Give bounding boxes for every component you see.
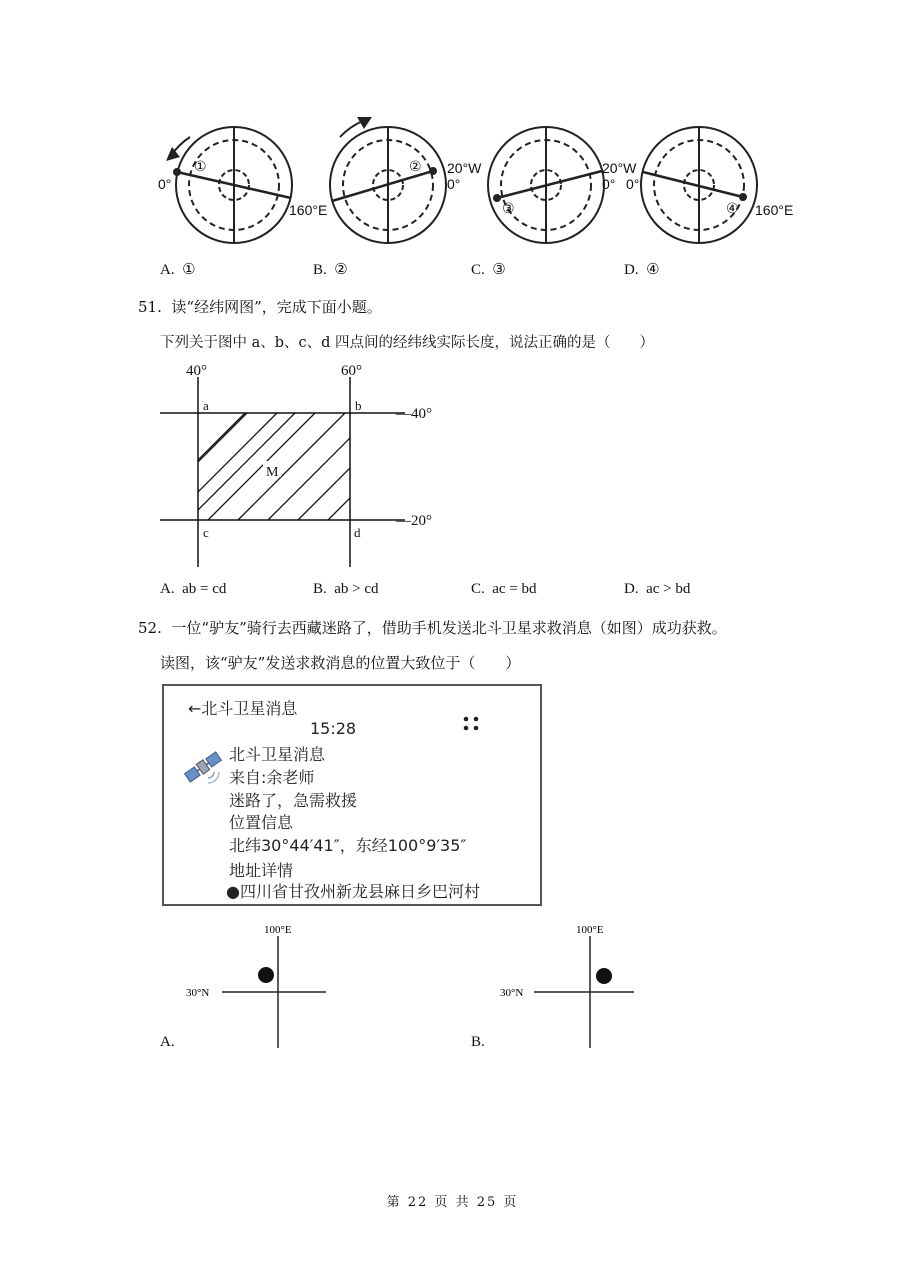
option-letter: D. (624, 262, 639, 278)
q51-option-b[interactable] (313, 581, 379, 598)
q52-option-b[interactable]: B. (471, 1034, 485, 1050)
location-label: 位置信息 (229, 813, 294, 832)
option-text: ③ (492, 262, 506, 278)
d4-left: 0° (626, 176, 640, 192)
option-letter: B. (313, 262, 327, 278)
q50-option-a[interactable] (160, 260, 196, 279)
beidou-message-card (162, 684, 542, 906)
option-letter: B. (313, 581, 327, 597)
point-a: a (203, 398, 209, 413)
lon-right-label: 60° (341, 363, 362, 379)
message-body: 迷路了，急需救援 (229, 791, 358, 810)
option-text: ab = cd (182, 581, 227, 597)
d3-right-top: 20°W (602, 160, 637, 176)
message-time: 15:28 (310, 719, 357, 738)
q50-option-d[interactable] (624, 260, 660, 279)
d3-right-bottom: 0° (602, 176, 616, 192)
q51-option-c[interactable] (471, 581, 537, 598)
q52-stem (138, 617, 727, 638)
point-c: c (203, 525, 209, 540)
d1-right: 160°E (289, 202, 328, 218)
lon-label: 100°E (576, 924, 604, 936)
q52-option-a-diagram[interactable] (180, 918, 340, 1053)
diagram-2 (330, 117, 446, 243)
d2-right-top: 20°W (447, 160, 482, 176)
point-d: d (354, 525, 361, 540)
location-coords: 北纬30°44′41″，东经100°9′35″ (229, 836, 467, 855)
option-text: ac = bd (492, 581, 537, 597)
d1-mark: ① (194, 158, 207, 174)
option-text: ab > cd (334, 581, 379, 597)
q50-option-c[interactable] (471, 260, 506, 279)
option-text: ac > bd (646, 581, 691, 597)
option-letter: D. (624, 581, 639, 597)
q52-option-b-diagram[interactable] (492, 918, 652, 1053)
q52-sub: 读图，该“驴友”发送求救消息的位置大致位于（ ） (160, 654, 521, 672)
question-text: 一位“驴友”骑行去西藏迷路了，借助手机发送北斗卫星求救消息（如图）成功获救。 (171, 619, 727, 637)
d2-mark: ② (409, 158, 422, 174)
lon-label: 100°E (264, 924, 292, 936)
region-m: M (266, 465, 279, 480)
option-letter: C. (471, 262, 485, 278)
option-text: ① (182, 262, 196, 278)
satellite-icon (182, 746, 224, 788)
d3-mark: ③ (502, 200, 515, 216)
option-letter: A. (160, 581, 175, 597)
more-dots-icon[interactable] (462, 716, 482, 732)
address-label: 地址详情 (229, 861, 294, 880)
q51-option-d[interactable] (624, 581, 690, 598)
location-dot (258, 967, 274, 983)
lat-top-label: —40° (396, 406, 432, 422)
point-b: b (355, 398, 362, 413)
q52-option-a[interactable]: A. (160, 1034, 175, 1050)
page-footer: 第 22 页 共 25 页 (386, 1195, 519, 1210)
lon-left-label: 40° (186, 363, 207, 379)
address-detail: ●四川省甘孜州新龙县麻日乡巴河村 (226, 882, 480, 901)
message-title: 北斗卫星消息 (229, 745, 326, 764)
option-letter: C. (471, 581, 485, 597)
q51-sub: 下列关于图中 a、b、c、d 四点间的经纬线实际长度，说法正确的是（ ） (160, 335, 655, 351)
question-number: 52. (138, 619, 162, 637)
q50-diagrams (150, 105, 810, 255)
message-from: 来自:余老师 (229, 768, 315, 787)
option-text: ④ (646, 262, 660, 278)
lat-bottom-label: —20° (396, 513, 432, 529)
location-dot (596, 968, 612, 984)
lat-label: 30°N (500, 987, 524, 999)
diagram-3 (488, 127, 604, 243)
question-number: 51. (138, 298, 162, 316)
diagram-4 (641, 127, 757, 243)
q51-stem (138, 296, 382, 317)
option-letter: A. (160, 262, 175, 278)
d1-left: 0° (158, 176, 172, 192)
q51-option-a[interactable] (160, 581, 226, 598)
diagram-1 (166, 127, 292, 243)
question-text: 读“经纬网图”，完成下面小题。 (171, 298, 382, 316)
lat-label: 30°N (186, 987, 210, 999)
q51-grid-map (150, 355, 450, 570)
message-header[interactable]: ←北斗卫星消息 (188, 699, 298, 718)
d4-right: 160°E (755, 202, 794, 218)
option-text: ② (334, 262, 348, 278)
d4-mark: ④ (726, 200, 739, 216)
q50-option-b[interactable] (313, 260, 348, 279)
d2-right-bottom: 0° (447, 176, 461, 192)
arrow-ccw-icon (166, 147, 180, 161)
